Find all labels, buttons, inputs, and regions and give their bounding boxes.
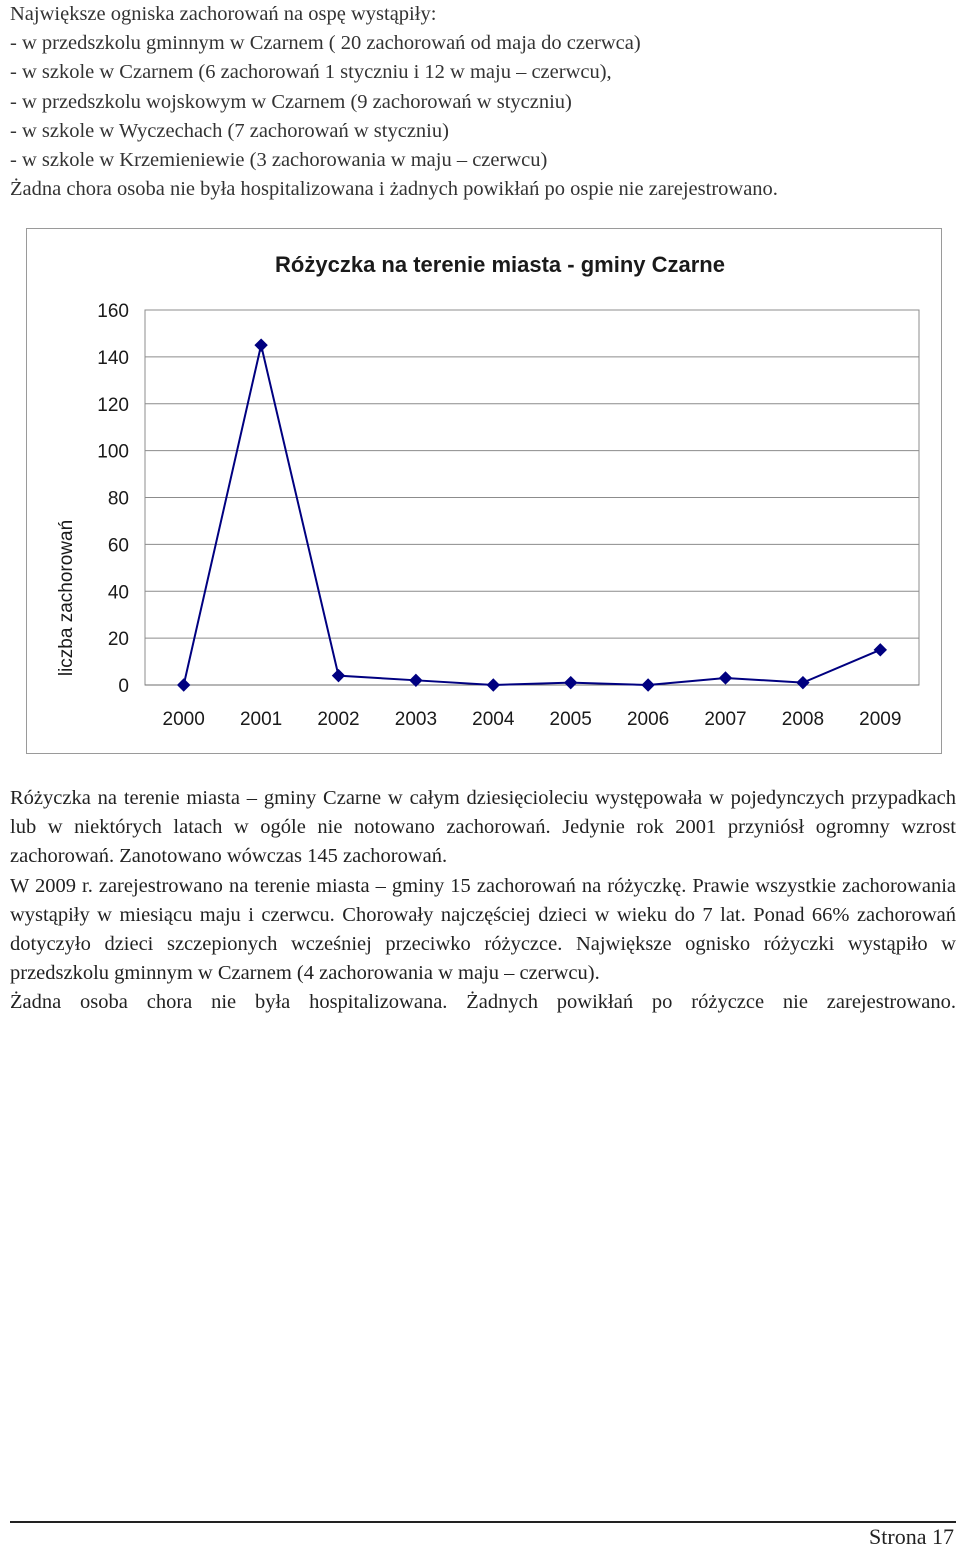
intro-line: Żadna chora osoba nie była hospitalizowana i żadnych powikłań po ospie nie zarejestrowano.: [10, 178, 778, 201]
x-tick-label: 2006: [626, 709, 670, 730]
x-tick-label: 2001: [239, 709, 283, 730]
y-tick-label: 140: [97, 347, 129, 369]
chart-svg: [26, 228, 942, 754]
body-text: [10, 784, 956, 1018]
intro-line: - w szkole w Czarnem (6 zachorowań 1 styczniu i 12 w maju – czerwcu),: [10, 61, 612, 84]
y-tick-label: 160: [97, 301, 129, 322]
intro-line: - w szkole w Wyczechach (7 zachorowań w styczniu): [10, 119, 449, 142]
x-tick-label: 2000: [162, 709, 205, 730]
x-tick-label: 2004: [472, 709, 515, 730]
y-tick-label: 120: [97, 394, 129, 416]
intro-line: - w przedszkolu gminnym w Czarnem ( 20 zachorowań od maja do czerwca): [10, 32, 641, 55]
y-tick-label: 40: [107, 582, 129, 604]
y-tick-label: 80: [107, 488, 129, 510]
page-number: Strona 17: [869, 1524, 954, 1549]
paragraph-summary: Różyczka na terenie miasta – gminy Czarne w całym dziesięcioleciu występowała w pojedynczych przypadkach lub w niektórych latach w ogóle nie notowano zachorowań. Jedynie rok 2001 przyniósł ogromny wzrost zachorowań. Zanotowano wówczas 145 zachorowań.: [10, 787, 956, 868]
x-tick-label: 2008: [781, 709, 825, 730]
chart-frame: [27, 229, 942, 754]
chart-title: Różyczka na terenie miasta - gminy Czarne: [275, 252, 725, 277]
intro-text: [10, 0, 950, 204]
intro-line: - w szkole w Krzemieniewie (3 zachorowania w maju – czerwcu): [10, 149, 548, 172]
x-tick-label: 2009: [859, 709, 902, 730]
rubella-chart: [26, 228, 942, 754]
x-tick-label: 2005: [549, 709, 592, 730]
x-tick-label: 2002: [317, 709, 360, 730]
paragraph-2009: W 2009 r. zarejestrowano na terenie miasta – gminy 15 zachorowań na różyczkę. Prawie wszystkie zachorowania wystąpiły w miesiącu maju i czerwcu. Chorowały najczęściej dzieci w wieku do 7 lat. Ponad 66% zachorowań dotyczyło dzieci szczepionych wcześniej przeciwko różyczce. Największe ognisko różyczki wystąpiło w przedszkolu gminnym w Czarnem (4 zachorowania w maju – czerwcu).: [10, 874, 956, 985]
x-tick-label: 2003: [394, 709, 438, 730]
intro-line: Największe ogniska zachorowań na ospę wystąpiły:: [10, 3, 437, 25]
intro-line: - w przedszkolu wojskowym w Czarnem (9 zachorowań w styczniu): [10, 90, 572, 113]
y-tick-label: 0: [118, 676, 129, 697]
paragraph-hospitalization: Żadna osoba chora nie była hospitalizowana. Żadnych powikłań po różyczce nie zarejestrowano.: [10, 991, 956, 1014]
y-axis-label: liczba zachorowań: [56, 519, 77, 677]
footer-rule: [10, 1521, 956, 1523]
y-tick-label: 100: [97, 441, 129, 463]
x-tick-label: 2007: [704, 709, 747, 730]
y-tick-label: 60: [107, 535, 129, 557]
y-tick-label: 20: [107, 629, 129, 651]
